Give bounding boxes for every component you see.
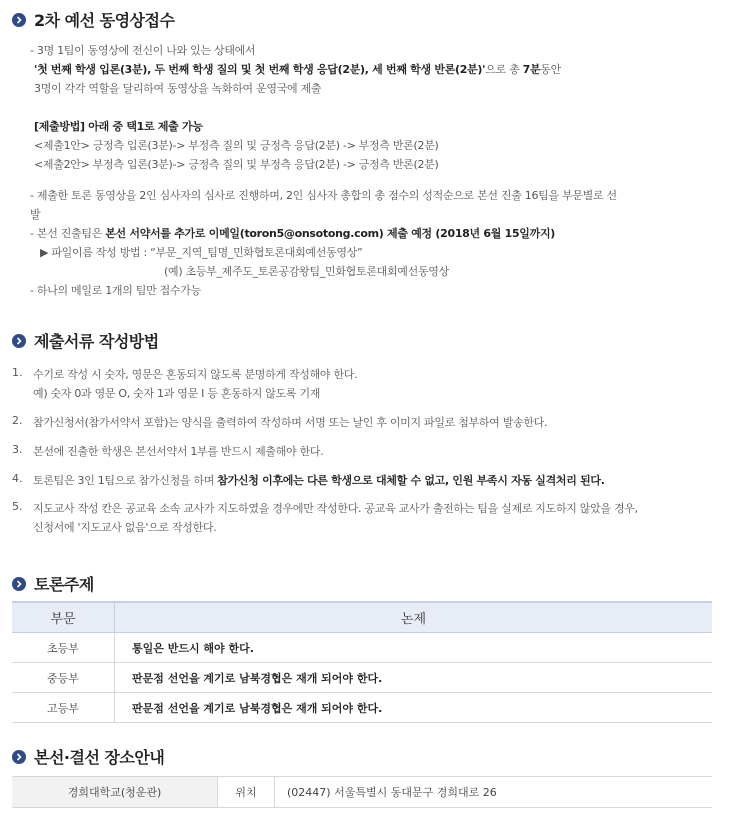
text: 동안	[540, 63, 561, 76]
chevron-right-circle-icon	[12, 334, 26, 348]
topic-cell: 통일은 반드시 해야 한다.	[115, 633, 713, 663]
text-line: - 제출한 토론 동영상을 2인 심사자의 심사로 진행하며, 2인 심사자 총합의 총 점수의 성적순으로 본선 진출 16팀을 부문별로 선	[30, 189, 617, 202]
column-header-topic: 논제	[115, 602, 713, 633]
bold-text: 7분	[522, 63, 541, 76]
column-header-division: 부문	[12, 602, 115, 633]
list-item-text: 신청서에 '지도교사 없음'으로 작성한다.	[33, 521, 217, 534]
text-line: - 하나의 메일로 1개의 팀만 접수가능	[30, 284, 201, 297]
division-cell: 중등부	[12, 663, 115, 693]
list-item-text: 예) 숫자 0과 영문 O, 숫자 1과 영문 I 등 혼동하지 않도록 기재	[33, 387, 321, 400]
list-number: 4.	[12, 472, 23, 485]
section-header-video-submission	[12, 8, 174, 31]
topic-cell: 판문점 선언을 계기로 남북경협은 재개 되어야 한다.	[115, 693, 713, 723]
topic-table	[12, 601, 712, 723]
bold-text: 본선 서약서를 추가로 이메일(toron5@onsotong.com) 제출 예정 (2018년 6월 15일까지)	[105, 227, 556, 240]
text-line: 발	[30, 208, 41, 221]
table-row	[12, 663, 712, 693]
chevron-right-circle-icon	[12, 750, 26, 764]
division-cell: 초등부	[12, 633, 115, 663]
list-item-text: 지도교사 작성 칸은 공교육 소속 교사가 지도하였을 경우에만 작성한다. 공교육 교사가 출전하는 팀을 실제로 지도하지 않았을 경우,	[33, 502, 638, 515]
list-item-text: 참가신청서(참가서약서 포함)는 양식을 출력하여 작성하며 서명 또는 날인 후 이미지 파일로 첨부하여 발송한다.	[33, 416, 548, 429]
file-name-rule: ▶ 파일이름 작성 방법 : “부문_지역_팀명_민화협토론대회예선동영상”	[40, 246, 363, 259]
chevron-right-circle-icon	[12, 577, 26, 591]
text-line	[30, 225, 555, 241]
text-line: - 3명 1팀이 동영상에 전신이 나와 있는 상태에서	[30, 44, 256, 57]
chevron-right-circle-icon	[12, 13, 26, 27]
topic-cell: 판문점 선언을 계기로 남북경협은 재개 되어야 한다.	[115, 663, 713, 693]
list-item-text: 본선에 진출한 학생은 본선서약서 1부를 반드시 제출해야 한다.	[33, 445, 324, 458]
text: 토론팀은 3인 1팀으로 참가신청을 하며	[33, 474, 218, 487]
location-label: 위치	[218, 777, 275, 808]
section-header-document-guide	[12, 329, 159, 352]
venue-table	[12, 776, 712, 808]
division-cell: 고등부	[12, 693, 115, 723]
list-item-text	[33, 472, 605, 488]
submission-option-2: <제출2안> 부정측 입론(3분)-> 긍정측 질의 및 부정측 응답(2분) -> 긍정측 반론(2분)	[34, 158, 439, 171]
list-number: 3.	[12, 443, 23, 456]
venue-address: (02447) 서울특별시 동대문구 경희대로 26	[287, 786, 497, 799]
table-row	[12, 777, 712, 808]
text: 으로 총	[485, 63, 523, 76]
section-title: 제출서류 작성방법	[34, 332, 159, 351]
list-number: 2.	[12, 414, 23, 427]
list-number: 1.	[12, 366, 23, 379]
section-title: 본선·결선 장소안내	[34, 748, 165, 767]
submission-option-1: <제출1안> 긍정측 입론(3분)-> 부정측 질의 및 긍정측 응답(2분) -> 부정측 반론(2분)	[34, 139, 439, 152]
table-row	[12, 693, 712, 723]
section-title: 토론주제	[34, 575, 94, 594]
list-number: 5.	[12, 500, 23, 513]
table-row	[12, 633, 712, 663]
bold-text: 참가신청 이후에는 다른 학생으로 대체할 수 없고, 인원 부족시 자동 실격처리 된다.	[217, 474, 605, 487]
venue-name: 경희대학교(청운관)	[12, 777, 218, 808]
text-line: 3명이 각각 역할을 달리하여 동영상을 녹화하여 운영국에 제출	[34, 82, 322, 95]
section-header-debate-topic	[12, 572, 94, 595]
bold-text: '첫 번째 학생 입론(3분), 두 번째 학생 질의 및 첫 번째 학생 응답(2분), 세 번째 학생 반론(2분)'	[34, 63, 486, 76]
list-item-text: 수기로 작성 시 숫자, 영문은 혼동되지 않도록 분명하게 작성해야 한다.	[33, 368, 358, 381]
submission-method-title: [제출방법] 아래 중 택1로 제출 가능	[34, 120, 203, 133]
section-title: 2차 예선 동영상접수	[34, 11, 175, 30]
text: - 본선 진출팀은	[30, 227, 106, 240]
section-header-venue	[12, 745, 164, 768]
text-line	[34, 61, 561, 77]
file-name-example: (예) 초등부_제주도_토론공감왕팀_민화협토론대회예선동영상	[164, 265, 449, 278]
table-header-row	[12, 602, 712, 633]
